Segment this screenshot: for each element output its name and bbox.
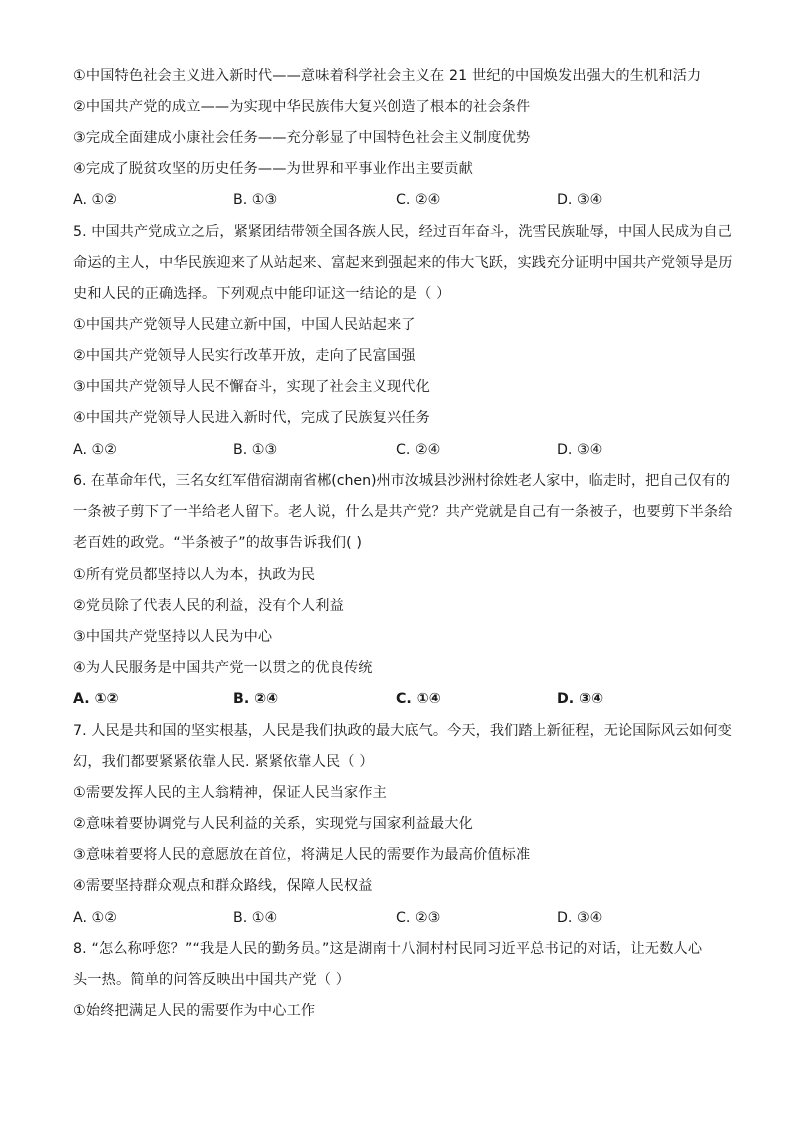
q5-item-1: ①中国共产党领导人民建立新中国，中国人民站起来了 (73, 317, 416, 333)
q6-item-4: ④为人民服务是中国共产党一以贯之的优良传统 (73, 660, 373, 676)
q7-stem-line-2: 幻，我们都要紧紧依靠人民. 紧紧依靠人民（ ） (73, 754, 374, 770)
q5-item-3: ③中国共产党领导人民不懈奋斗，实现了社会主义现代化 (73, 379, 430, 395)
q8-stem-line-1: 8. “怎么称呼您？”“我是人民的勤务员。”这是湖南十八洞村村民同习近平总书记的对话，让无数人心 (73, 941, 703, 957)
q4-item-4: ④完成了脱贫攻坚的历史任务——为世界和平事业作出主要贡献 (73, 161, 473, 177)
q5-item-4: ④中国共产党领导人民进入新时代，完成了民族复兴任务 (73, 410, 430, 426)
q4-item-3: ③完成全面建成小康社会任务——充分彰显了中国特色社会主义制度优势 (73, 130, 531, 146)
q5-option-b: B. ①③ (233, 442, 278, 458)
q7-option-d: D. ③④ (557, 910, 603, 926)
q5-item-2: ②中国共产党领导人民实行改革开放，走向了民富国强 (73, 348, 416, 364)
q6-item-2: ②党员除了代表人民的利益，没有个人利益 (73, 598, 344, 614)
q6-option-b: B. ②④ (233, 691, 279, 707)
q5-stem-line-2: 命运的主人，中华民族迎来了从站起来、富起来到强起来的伟大飞跃，实践充分证明中国共产党领导是历 (73, 255, 733, 271)
q7-stem-line-1: 7. 人民是共和国的坚实根基，人民是我们执政的最大底气。今天，我们踏上新征程，无论国际风云如何变 (73, 723, 732, 739)
q6-item-3: ③中国共产党坚持以人民为中心 (73, 629, 273, 645)
q6-option-c: C. ①④ (396, 691, 441, 707)
q4-option-a: A. ①② (73, 192, 117, 208)
q6-option-d: D. ③④ (557, 691, 604, 707)
q7-item-1: ①需要发挥人民的主人翁精神，保证人民当家作主 (73, 785, 387, 801)
q7-item-4: ④需要坚持群众观点和群众路线，保障人民权益 (73, 878, 373, 894)
q5-stem-line-3: 史和人民的正确选择。下列观点中能印证这一结论的是（ ） (73, 286, 451, 302)
q4-option-d: D. ③④ (557, 192, 603, 208)
q7-item-2: ②意味着要协调党与人民利益的关系，实现党与国家利益最大化 (73, 816, 473, 832)
q6-stem-line-1: 6. 在革命年代，三名女红军借宿湖南省郴(chen)州市汝城县沙洲村徐姓老人家中，临走时，把自己仅有的 (73, 473, 730, 489)
q4-option-c: C. ②④ (396, 192, 441, 208)
q6-option-a: A. ①② (73, 691, 119, 707)
q4-option-b: B. ①③ (233, 192, 278, 208)
q7-option-c: C. ②③ (396, 910, 441, 926)
q5-option-a: A. ①② (73, 442, 117, 458)
q6-stem-line-2: 一条被子剪下了一半给老人留下。老人说，什么是共产党？共产党就是自己有一条被子，也要剪下半条给 (73, 504, 733, 520)
q7-option-b: B. ①④ (233, 910, 278, 926)
q7-item-3: ③意味着要将人民的意愿放在首位，将满足人民的需要作为最高价值标准 (73, 847, 531, 863)
q4-item-2: ②中国共产党的成立——为实现中华民族伟大复兴创造了根本的社会条件 (73, 99, 531, 115)
q8-item-1: ①始终把满足人民的需要作为中心工作 (73, 1003, 316, 1019)
q5-option-d: D. ③④ (557, 442, 603, 458)
q5-option-c: C. ②④ (396, 442, 441, 458)
q7-option-a: A. ①② (73, 910, 117, 926)
q6-stem-line-3: 老百姓的政党。“半条被子”的故事告诉我们( ) (73, 535, 363, 551)
q5-stem-line-1: 5. 中国共产党成立之后，紧紧团结带领全国各族人民，经过百年奋斗，洗雪民族耻辱，中国人民成为自己 (73, 224, 732, 240)
q6-item-1: ①所有党员都坚持以人为本，执政为民 (73, 567, 316, 583)
q8-stem-line-2: 头一热。简单的问答反映出中国共产党（ ） (73, 972, 351, 988)
q4-item-1: ①中国特色社会主义进入新时代——意味着科学社会主义在 21 世纪的中国焕发出强大的生机和活力 (73, 68, 702, 84)
